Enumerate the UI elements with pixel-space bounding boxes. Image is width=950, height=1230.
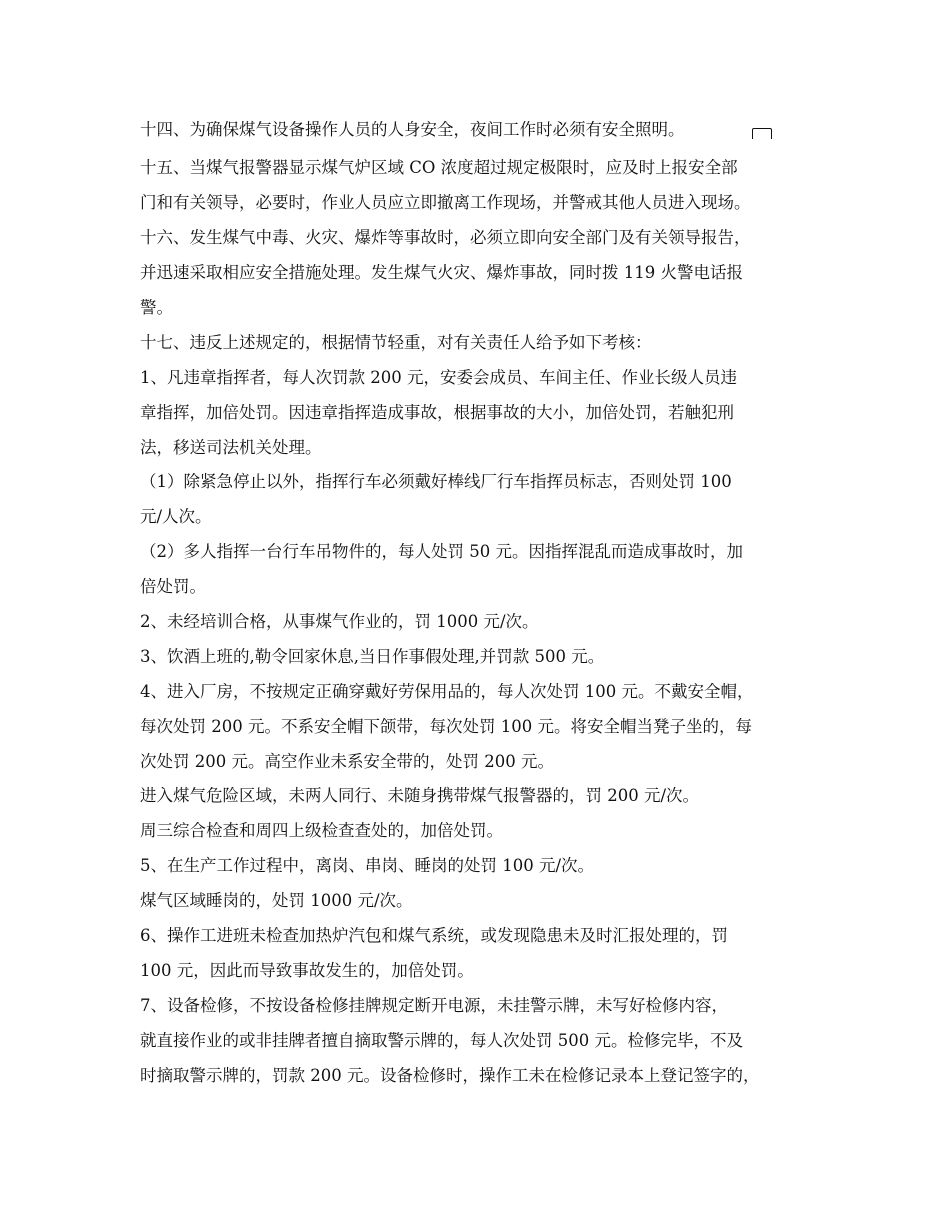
text-line: 5、在生产工作过程中，离岗、串岗、睡岗的处罚 100 元/次。 (140, 856, 595, 875)
text-line: 并迅速采取相应安全措施处理。发生煤气火灾、爆炸事故，同时拨 119 火警电话报 (140, 263, 743, 282)
text-line: 每次处罚 200 元。不系安全帽下颌带，每次处罚 100 元。将安全帽当凳子坐的，每 (140, 717, 752, 736)
text-line: 100 元，因此而导致事故发生的，加倍处罚。 (140, 961, 474, 980)
text-line: 次处罚 200 元。高空作业未系安全带的，处罚 200 元。 (140, 752, 554, 771)
text-line: 周三综合检查和周四上级检查查处的，加倍处罚。 (140, 821, 503, 840)
text-line: 2、未经培训合格，从事煤气作业的，罚 1000 元/次。 (140, 612, 539, 631)
text-line: 进入煤气危险区域，未两人同行、未随身携带煤气报警器的，罚 200 元/次。 (140, 786, 700, 805)
text-line: 就直接作业的或非挂牌者擅自摘取警示牌的，每人次处罚 500 元。检修完毕，不及 (140, 1031, 743, 1050)
text-line: 3、饮酒上班的,勒令回家休息,当日作事假处理,并罚款 500 元。 (140, 647, 605, 666)
text-line: 煤气区域睡岗的，处罚 1000 元/次。 (140, 891, 413, 910)
text-line: （2）多人指挥一台行车吊物件的，每人处罚 50 元。因指挥混乱而造成事故时，加 (140, 542, 743, 561)
text-line: 十六、发生煤气中毒、火灾、爆炸等事故时，必须立即向安全部门及有关领导报告， (140, 228, 751, 247)
text-line: 6、操作工进班未检查加热炉汽包和煤气系统，或发现隐患未及时汇报处理的，罚 (140, 926, 728, 945)
text-line: 门和有关领导，必要时，作业人员应立即撤离工作现场，并警戒其他人员进入现场。 (140, 193, 751, 212)
text-line: 1、凡违章指挥者，每人次罚款 200 元，安委会成员、车间主任、作业长级人员违 (140, 368, 737, 387)
text-line: 十七、违反上述规定的，根据情节轻重，对有关责任人给予如下考核： (140, 333, 652, 352)
text-line: 元/人次。 (140, 507, 212, 526)
text-line: 倍处罚。 (140, 577, 206, 596)
text-line: 时摘取警示牌的，罚款 200 元。设备检修时，操作工未在检修记录本上登记签字的， (140, 1066, 760, 1085)
text-line: 十五、当煤气报警器显示煤气炉区域 CO 浓度超过规定极限时，应及时上报安全部 (140, 158, 738, 177)
text-line: 7、设备检修，不按设备检修挂牌规定断开电源，未挂警示牌，未写好检修内容， (140, 996, 728, 1015)
text-line: 警。 (140, 298, 173, 317)
text-line: 章指挥，加倍处罚。因违章指挥造成事故，根据事故的大小，加倍处罚，若触犯刑 (140, 403, 734, 422)
text-line: （1）除紧急停止以外，指挥行车必须戴好棒线厂行车指挥员标志，否则处罚 100 (140, 472, 732, 491)
text-line: 法，移送司法机关处理。 (140, 438, 322, 457)
corner-mark-icon (752, 128, 772, 139)
text-line: 十四、为确保煤气设备操作人员的人身安全，夜间工作时必须有安全照明。 (140, 120, 685, 139)
text-line: 4、进入厂房，不按规定正确穿戴好劳保用品的，每人次处罚 100 元。不戴安全帽， (140, 682, 754, 701)
